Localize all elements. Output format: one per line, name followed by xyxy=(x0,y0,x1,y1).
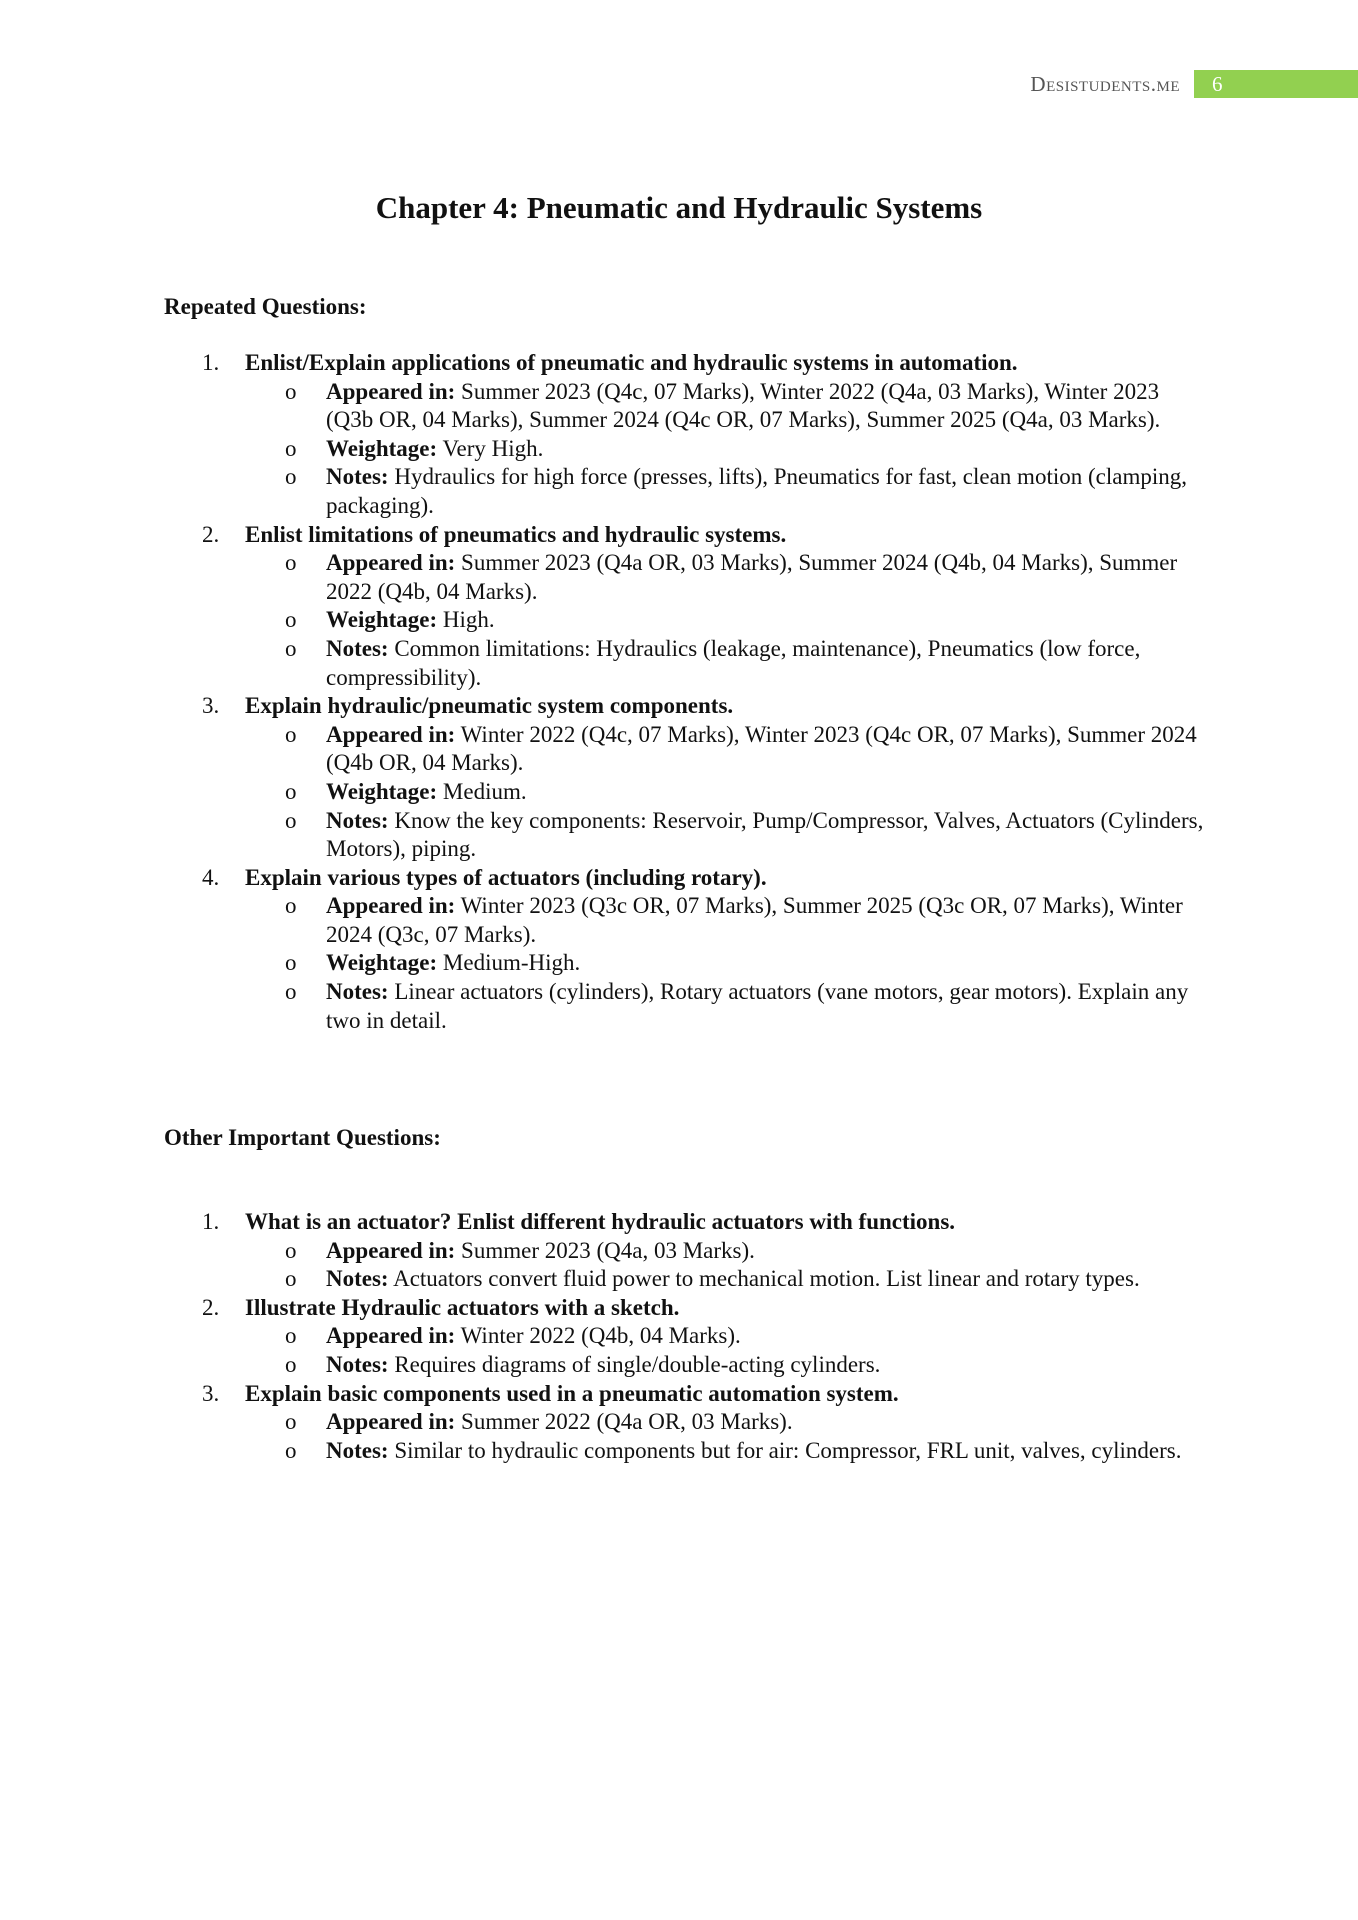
question-item xyxy=(164,864,1204,1036)
detail-text: Requires diagrams of single/double-acting cylinders. xyxy=(394,1351,881,1377)
question-number: 2. xyxy=(202,521,220,547)
bullet-icon: o xyxy=(285,1409,297,1435)
detail-label: Notes: xyxy=(326,1437,389,1463)
detail-item xyxy=(245,892,1204,949)
detail-label: Notes: xyxy=(326,1266,389,1292)
question-text: Illustrate Hydraulic actuators with a sketch. xyxy=(245,1294,680,1320)
question-details xyxy=(245,549,1204,692)
detail-item xyxy=(245,435,1204,464)
question-number: 2. xyxy=(202,1294,220,1320)
detail-text: Winter 2023 (Q3c OR, 07 Marks), Summer 2025 (Q3c OR, 07 Marks), Winter 2024 (Q3c, 07 Marks). xyxy=(326,893,1183,947)
question-details xyxy=(245,1408,1204,1465)
section-heading: Repeated Questions: xyxy=(164,294,367,319)
detail-label: Appeared in: xyxy=(326,1409,456,1435)
page-number-badge: 6 xyxy=(1194,70,1358,98)
detail-label: Appeared in: xyxy=(326,550,456,576)
detail-label: Notes: xyxy=(326,807,389,833)
question-item xyxy=(164,1294,1204,1380)
question-number: 3. xyxy=(202,693,220,719)
detail-item xyxy=(245,1437,1204,1466)
bullet-icon: o xyxy=(285,464,297,490)
detail-item xyxy=(245,635,1204,692)
detail-item xyxy=(245,606,1204,635)
chapter-title xyxy=(0,190,1358,226)
bullet-icon: o xyxy=(285,550,297,576)
question-text: What is an actuator? Enlist different hydraulic actuators with functions. xyxy=(245,1209,956,1234)
detail-item xyxy=(245,721,1204,778)
bullet-icon: o xyxy=(285,635,297,661)
detail-label: Notes: xyxy=(326,464,389,490)
bullet-icon: o xyxy=(285,607,297,633)
bullet-icon: o xyxy=(285,807,297,833)
detail-text: Know the key components: Reservoir, Pump/Compressor, Valves, Actuators (Cylinders, Motors), piping. xyxy=(326,807,1204,862)
detail-item xyxy=(245,978,1204,1035)
repeated-questions-section xyxy=(164,294,1204,1035)
question-details xyxy=(245,378,1204,521)
repeated-questions-list xyxy=(164,349,1204,1035)
bullet-icon: o xyxy=(285,1266,297,1292)
detail-text: Summer 2023 (Q4c, 07 Marks), Winter 2022 (Q4a, 03 Marks), Winter 2023 (Q3b OR, 04 Marks), Summer 2024 (Q4c OR, 07 Marks), Summer 2025 (Q4a, 03 Marks). xyxy=(326,378,1161,433)
chapter-title-text: Chapter 4: Pneumatic and Hydraulic Systems xyxy=(375,190,983,225)
question-number: 4. xyxy=(202,864,220,890)
detail-text: Very High. xyxy=(442,435,544,461)
bullet-icon: o xyxy=(285,778,297,804)
other-questions-section xyxy=(164,1125,1204,1465)
bullet-icon: o xyxy=(285,1237,297,1263)
detail-text: Similar to hydraulic components but for air: Compressor, FRL unit, valves, cylinders. xyxy=(394,1437,1182,1463)
detail-text: Common limitations: Hydraulics (leakage, maintenance), Pneumatics (low force, compressibility). xyxy=(326,635,1141,690)
bullet-icon: o xyxy=(285,950,297,976)
bullet-icon: o xyxy=(285,435,297,461)
question-item xyxy=(164,1208,1204,1294)
detail-item xyxy=(245,1408,1204,1437)
bullet-icon: o xyxy=(285,378,297,404)
bullet-icon: o xyxy=(285,1323,297,1349)
question-details xyxy=(245,1237,1204,1294)
bullet-icon: o xyxy=(285,1437,297,1463)
detail-text: Winter 2022 (Q4b, 04 Marks). xyxy=(460,1323,741,1349)
question-details xyxy=(245,892,1204,1035)
detail-label: Notes: xyxy=(326,1351,389,1377)
question-number: 1. xyxy=(202,350,220,375)
bullet-icon: o xyxy=(285,1351,297,1377)
detail-label: Appeared in: xyxy=(326,1237,456,1263)
bullet-icon: o xyxy=(285,893,297,919)
detail-item xyxy=(245,378,1204,435)
detail-text: High. xyxy=(442,607,495,633)
question-text: Enlist limitations of pneumatics and hydraulic systems. xyxy=(245,521,787,547)
detail-item xyxy=(245,1265,1204,1294)
detail-label: Weightage: xyxy=(326,435,438,461)
detail-item xyxy=(245,807,1204,864)
detail-text: Summer 2022 (Q4a OR, 03 Marks). xyxy=(461,1409,793,1435)
question-item xyxy=(164,1380,1204,1466)
detail-text: Winter 2022 (Q4c, 07 Marks), Winter 2023 (Q4c OR, 07 Marks), Summer 2024 (Q4b OR, 04 Marks). xyxy=(326,721,1197,776)
question-details xyxy=(245,721,1204,864)
detail-item xyxy=(245,463,1204,520)
question-item xyxy=(164,692,1204,864)
question-text: Explain hydraulic/pneumatic system components. xyxy=(245,693,734,719)
detail-item xyxy=(245,778,1204,807)
detail-label: Weightage: xyxy=(326,778,438,804)
question-item xyxy=(164,521,1204,693)
detail-text: Summer 2023 (Q4a OR, 03 Marks), Summer 2024 (Q4b, 04 Marks), Summer 2022 (Q4b, 04 Marks). xyxy=(326,550,1178,604)
detail-label: Weightage: xyxy=(326,607,438,633)
detail-label: Appeared in: xyxy=(326,378,456,404)
detail-label: Notes: xyxy=(326,635,389,661)
detail-text: Actuators convert fluid power to mechanical motion. List linear and rotary types. xyxy=(393,1266,1140,1292)
question-text: Explain basic components used in a pneumatic automation system. xyxy=(245,1380,899,1406)
detail-item xyxy=(245,1322,1204,1351)
detail-label: Notes: xyxy=(326,979,389,1005)
question-text: Enlist/Explain applications of pneumatic and hydraulic systems in automation. xyxy=(245,350,1018,375)
detail-label: Appeared in: xyxy=(326,893,456,919)
detail-label: Weightage: xyxy=(326,950,438,976)
question-text: Explain various types of actuators (including rotary). xyxy=(245,864,767,890)
detail-label: Appeared in: xyxy=(326,1323,456,1349)
bullet-icon: o xyxy=(285,721,297,747)
question-number: 3. xyxy=(202,1380,220,1406)
detail-text: Hydraulics for high force (presses, lifts), Pneumatics for fast, clean motion (clamping, packaging). xyxy=(326,464,1187,518)
detail-text: Medium-High. xyxy=(442,950,581,976)
detail-text: Medium. xyxy=(442,778,527,804)
detail-item xyxy=(245,549,1204,606)
section-heading: Other Important Questions: xyxy=(164,1125,441,1150)
detail-item xyxy=(245,1351,1204,1380)
bullet-icon: o xyxy=(285,979,297,1005)
question-details xyxy=(245,1322,1204,1379)
detail-item xyxy=(245,1237,1204,1266)
detail-item xyxy=(245,949,1204,978)
question-item xyxy=(164,349,1204,521)
detail-label: Appeared in: xyxy=(326,721,456,747)
page-header xyxy=(1030,70,1358,98)
detail-text: Linear actuators (cylinders), Rotary actuators (vane motors, gear motors). Explain any two in detail. xyxy=(326,979,1189,1033)
detail-text: Summer 2023 (Q4a, 03 Marks). xyxy=(461,1237,755,1263)
question-number: 1. xyxy=(202,1209,220,1234)
site-name: Desistudents.me xyxy=(1030,71,1180,96)
other-questions-list xyxy=(164,1208,1204,1465)
